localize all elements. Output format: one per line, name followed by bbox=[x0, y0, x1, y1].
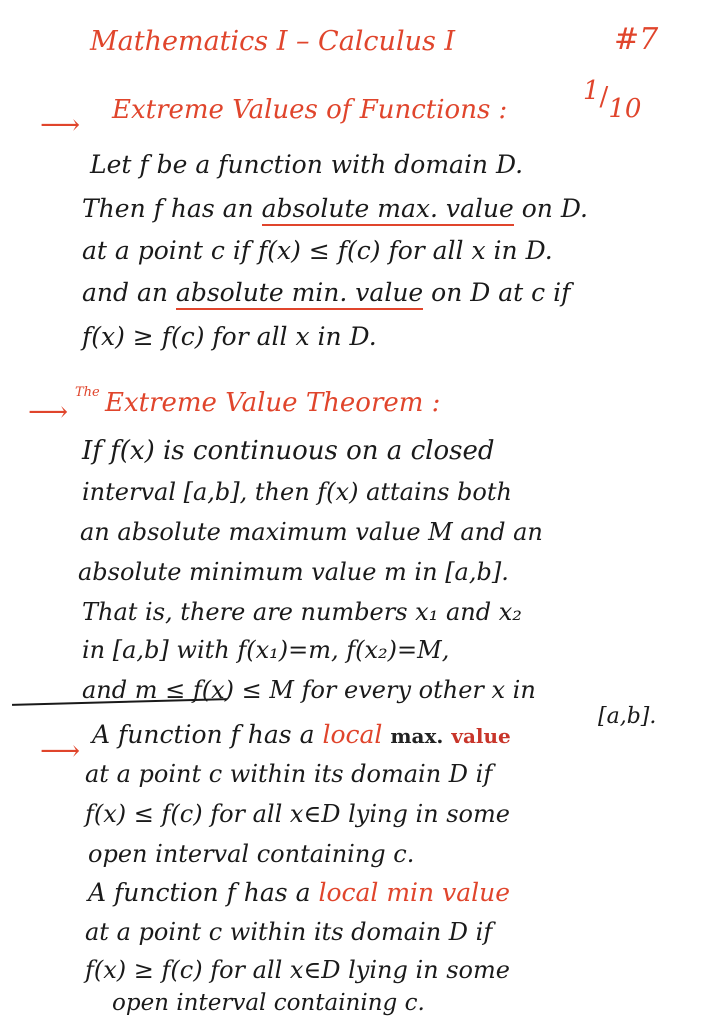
section-heading-extreme-values: Extreme Values of Functions : bbox=[112, 95, 508, 125]
text-line: f(x) ≥ f(c) for all x∈D lying in some bbox=[85, 956, 510, 984]
text-line: at a point c within its domain D if bbox=[85, 760, 493, 788]
term-absolute-max: absolute max. value bbox=[262, 194, 514, 226]
arrow-right-icon: ⟶ bbox=[40, 734, 81, 767]
text-line: f(x) ≤ f(c) for all x∈D lying in some bbox=[85, 800, 510, 828]
text-line: an absolute maximum value M and an bbox=[80, 518, 543, 546]
term-absolute-min: absolute min. value bbox=[176, 278, 423, 310]
fraction-numerator: 1 bbox=[583, 76, 600, 106]
page-fraction: 1/10 bbox=[583, 76, 642, 124]
text-line: at a point c within its domain D if bbox=[85, 918, 493, 946]
text-fragment: A function f has a bbox=[88, 878, 311, 907]
text-line: at a point c if f(x) ≤ f(c) for all x in D. bbox=[82, 236, 553, 265]
text-line bbox=[82, 194, 588, 223]
page-title: Mathematics I – Calculus I bbox=[90, 26, 456, 57]
text-line: If f(x) is continuous on a closed bbox=[82, 436, 495, 466]
term-local: local bbox=[322, 720, 383, 749]
term-local-min-value: local min value bbox=[318, 878, 511, 907]
fraction-denominator: 10 bbox=[608, 94, 642, 124]
page-number: #7 bbox=[614, 22, 659, 57]
text-line: and m ≤ f(x) ≤ M for every other x in bbox=[82, 676, 536, 704]
term-max: max. bbox=[390, 724, 444, 748]
text-fragment: on D. bbox=[521, 194, 588, 223]
text-fragment: Then f has an bbox=[82, 194, 254, 223]
term-value: value bbox=[451, 724, 511, 748]
section-heading-evt: Extreme Value Theorem : bbox=[105, 388, 441, 418]
text-line bbox=[92, 720, 511, 749]
text-line: Let f be a function with domain D. bbox=[90, 150, 524, 179]
text-line: That is, there are numbers x₁ and x₂ bbox=[82, 598, 522, 626]
text-line: open interval containing c. bbox=[88, 840, 415, 868]
text-line bbox=[88, 878, 510, 907]
text-line: in [a,b] with f(x₁)=m, f(x₂)=M, bbox=[82, 636, 450, 664]
text-fragment: on D at c if bbox=[431, 278, 571, 307]
text-line: f(x) ≥ f(c) for all x in D. bbox=[82, 322, 377, 351]
arrow-right-icon: ⟶ bbox=[28, 395, 69, 428]
text-line bbox=[82, 278, 570, 307]
text-line: open interval containing c. bbox=[112, 990, 425, 1016]
text-line: [a,b]. bbox=[598, 704, 657, 729]
text-line: interval [a,b], then f(x) attains both bbox=[82, 478, 512, 506]
arrow-right-icon: ⟶ bbox=[40, 108, 81, 141]
text-fragment: and an bbox=[82, 278, 168, 307]
heading-prefix: The bbox=[75, 385, 100, 400]
text-fragment: A function f has a bbox=[92, 720, 315, 749]
text-line: absolute minimum value m in [a,b]. bbox=[78, 558, 509, 586]
